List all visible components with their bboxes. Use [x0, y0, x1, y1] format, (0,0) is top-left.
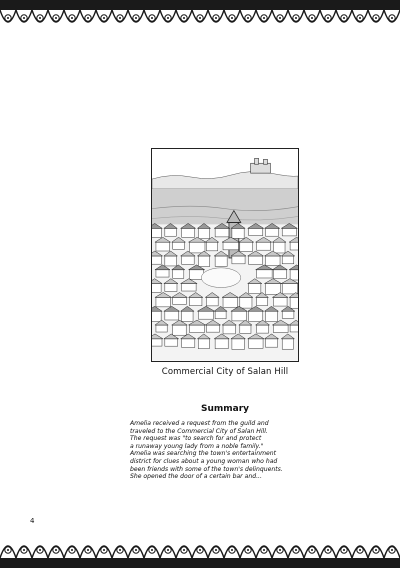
lace-dot [247, 549, 249, 551]
lace-scallop [256, 10, 272, 22]
town-house-wall [206, 297, 218, 305]
town-house-wall [182, 284, 197, 291]
lace-scallop [176, 10, 192, 22]
lace-scallop [64, 10, 80, 22]
lace-scallop [384, 10, 400, 22]
town-house-wall [265, 284, 280, 295]
lace-scallop [48, 10, 64, 22]
lace-scallop [208, 546, 224, 558]
lace-dot [151, 17, 153, 19]
lace-scallop [80, 10, 96, 22]
lace-dot [311, 549, 313, 551]
lace-dot [375, 17, 377, 19]
lace-dot [215, 549, 217, 551]
lace-scallop [48, 546, 64, 558]
summary-text [130, 420, 330, 481]
lace-scallop [320, 10, 336, 22]
lace-dot [55, 17, 57, 19]
town-house-wall [215, 339, 228, 349]
lace-dot [119, 549, 121, 551]
town-house-wall [282, 311, 294, 318]
lace-scallop [176, 546, 192, 558]
lace-scallop [32, 546, 48, 558]
summary-line: The request was "to search for and protect [130, 435, 262, 443]
lace-scallop [144, 546, 160, 558]
town-house-wall [282, 256, 294, 264]
town-house-wall [223, 242, 239, 250]
town-house-wall [257, 270, 273, 278]
lace-scallop [208, 10, 224, 22]
lace-dot [135, 17, 137, 19]
page-number: 4 [30, 517, 35, 525]
town-house-wall [182, 311, 193, 321]
summary-line: district for clues about a young woman who had [130, 457, 278, 465]
lace-dot [71, 549, 73, 551]
lace-scallop [272, 546, 288, 558]
lace-dot [55, 549, 57, 551]
lace-scallop [144, 10, 160, 22]
lace-scallop [320, 546, 336, 558]
lace-scallop [288, 546, 304, 558]
lace-dot [71, 17, 73, 19]
town-house-wall [273, 297, 287, 306]
town-house-wall [152, 228, 161, 237]
town-house-wall [265, 228, 278, 236]
lace-scallop [128, 10, 144, 22]
town-house-wall [257, 297, 268, 305]
lace-dot [39, 17, 41, 19]
town-house-wall [182, 256, 195, 264]
lace-dot [359, 17, 361, 19]
town-illustration [151, 148, 299, 362]
lace-dot [87, 549, 89, 551]
summary-line: Amelia received a request from the guild and [130, 420, 269, 427]
lace-dot [199, 17, 201, 19]
lace-dot [199, 549, 201, 551]
town-house-wall [165, 339, 178, 346]
lace-scallop [240, 546, 256, 558]
lace-dot [183, 17, 185, 19]
town-house-wall [240, 242, 253, 251]
town-house-wall [182, 228, 195, 237]
lace-dot [103, 17, 105, 19]
lace-dot [311, 17, 313, 19]
summary-line: She opened the door of a certain bar and... [130, 473, 262, 481]
lace-dot [391, 549, 393, 551]
town-house-wall [189, 242, 204, 253]
summary-line: traveled to the Commercial City of Salan Hill. [130, 427, 268, 435]
lace-dot [279, 549, 281, 551]
lace-dot [327, 17, 329, 19]
town-house-wall [249, 228, 263, 235]
town-house-wall [273, 242, 285, 253]
town-house-wall [282, 284, 297, 294]
town-house-wall [249, 284, 261, 294]
lace-dot [343, 17, 345, 19]
lace-dot [183, 549, 185, 551]
lace-dot [279, 17, 281, 19]
lace-scallop [336, 546, 352, 558]
lace-scallop [128, 546, 144, 558]
town-house-wall [206, 242, 217, 251]
lace-dot [167, 549, 169, 551]
lace-scallop [32, 10, 48, 22]
lace-scallop [304, 546, 320, 558]
lace-scallop [336, 10, 352, 22]
town-house-wall [240, 297, 252, 308]
illustration-caption: Commercial City of Salan Hill [161, 367, 289, 377]
lace-scallop [352, 546, 368, 558]
town-house-wall [215, 256, 227, 266]
lace-scallop [224, 546, 240, 558]
lace-dot [263, 17, 265, 19]
lace-scallop [160, 10, 176, 22]
lace-scallop [192, 546, 208, 558]
town-house-wall [223, 297, 237, 307]
lace-dot [359, 549, 361, 551]
town-house-wall [152, 339, 162, 346]
lace-scallop [0, 546, 16, 558]
lace-dot [247, 17, 249, 19]
town-house-wall [198, 228, 209, 238]
lace-dot [23, 17, 25, 19]
town-house-wall [265, 256, 280, 265]
town-house-wall [189, 325, 204, 332]
town-house-wall [152, 311, 161, 321]
lace-scallop [352, 10, 368, 22]
lace-scallop [192, 10, 208, 22]
town-house-wall [240, 325, 251, 333]
town-house-wall [265, 311, 277, 321]
town-house-wall [215, 311, 226, 319]
lace-scallop [368, 546, 384, 558]
town-house-wall [165, 256, 177, 266]
town-house-wall [156, 325, 167, 332]
town-house-wall [173, 325, 187, 335]
town-house-wall [182, 339, 195, 348]
summary-line: been friends with some of the town's delinquents. [130, 465, 283, 473]
town-house-wall [290, 242, 298, 250]
town-house-wall [156, 270, 169, 277]
town-house-wall [257, 242, 271, 250]
lace-scallop [256, 546, 272, 558]
town-house-wall [173, 270, 184, 279]
lace-scallop [16, 546, 32, 558]
town-house-wall [198, 256, 209, 267]
lace-dot [87, 17, 89, 19]
town-house-wall [265, 339, 277, 347]
lace-dot [391, 17, 393, 19]
town-house-wall [165, 284, 177, 292]
town-house-wall [232, 339, 245, 350]
lace-dot [103, 549, 105, 551]
lace-dot [231, 17, 233, 19]
town-house-wall [152, 284, 161, 293]
town-house-wall [223, 325, 235, 334]
town-house-wall [282, 339, 293, 349]
lace-dot [167, 17, 169, 19]
lace-dot [135, 549, 137, 551]
town-house-wall [282, 228, 296, 236]
lace-scallop [64, 546, 80, 558]
town-house-wall [290, 270, 298, 280]
lace-scallop [288, 10, 304, 22]
town-house-wall [173, 242, 185, 249]
lace-scallop [304, 10, 320, 22]
lace-dot [327, 549, 329, 551]
lace-scallop [224, 10, 240, 22]
town-house-wall [290, 297, 298, 308]
lace-scallop [96, 10, 112, 22]
lace-scallop [384, 546, 400, 558]
lace-dot [375, 549, 377, 551]
lace-scallop [80, 546, 96, 558]
town-house-wall [198, 339, 209, 349]
town-house-wall [249, 256, 263, 264]
lace-scallop [272, 10, 288, 22]
lace-scallop [16, 10, 32, 22]
lace-dot [119, 17, 121, 19]
town-house-wall [189, 297, 201, 305]
summary-line: a runaway young lady from a noble family." [130, 442, 264, 450]
lace-dot [343, 549, 345, 551]
town-house-wall [165, 228, 176, 236]
town-house-wall [165, 311, 179, 320]
town-house-wall [215, 228, 229, 237]
town-house-wall [156, 297, 171, 306]
lace-dot [263, 549, 265, 551]
lace-dot [231, 549, 233, 551]
town-house-wall [206, 325, 219, 332]
town-house-wall [232, 311, 246, 321]
lace-dot [215, 17, 217, 19]
bottom-lace-border [0, 524, 400, 568]
summary-line: Amelia was searching the town's entertainment [130, 450, 277, 458]
town-house-wall [249, 339, 263, 348]
town-drawing [152, 149, 298, 361]
top-lace-border [0, 0, 400, 44]
town-house-wall [232, 228, 244, 238]
town-house-wall [173, 297, 187, 304]
summary-heading: Summary [200, 404, 250, 414]
lace-dot [23, 549, 25, 551]
lace-scallop [96, 546, 112, 558]
town-house-wall [198, 311, 213, 319]
town-house-wall [156, 242, 170, 251]
lace-scallop [160, 546, 176, 558]
town-house-wall [273, 270, 286, 279]
lace-dot [151, 549, 153, 551]
town-house-wall [257, 325, 269, 333]
lace-dot [7, 17, 9, 19]
lace-dot [7, 549, 9, 551]
lace-scallop [240, 10, 256, 22]
lace-dot [39, 549, 41, 551]
town-house-wall [249, 311, 263, 321]
lace-dot [295, 17, 297, 19]
town-house-wall [152, 256, 162, 264]
lace-dot [295, 549, 297, 551]
lace-scallop [368, 10, 384, 22]
town-house-wall [232, 256, 245, 264]
town-house-wall [290, 325, 298, 332]
lace-scallop [0, 10, 16, 22]
lace-scallop [112, 546, 128, 558]
lace-scallop [112, 10, 128, 22]
town-house-wall [273, 325, 288, 332]
